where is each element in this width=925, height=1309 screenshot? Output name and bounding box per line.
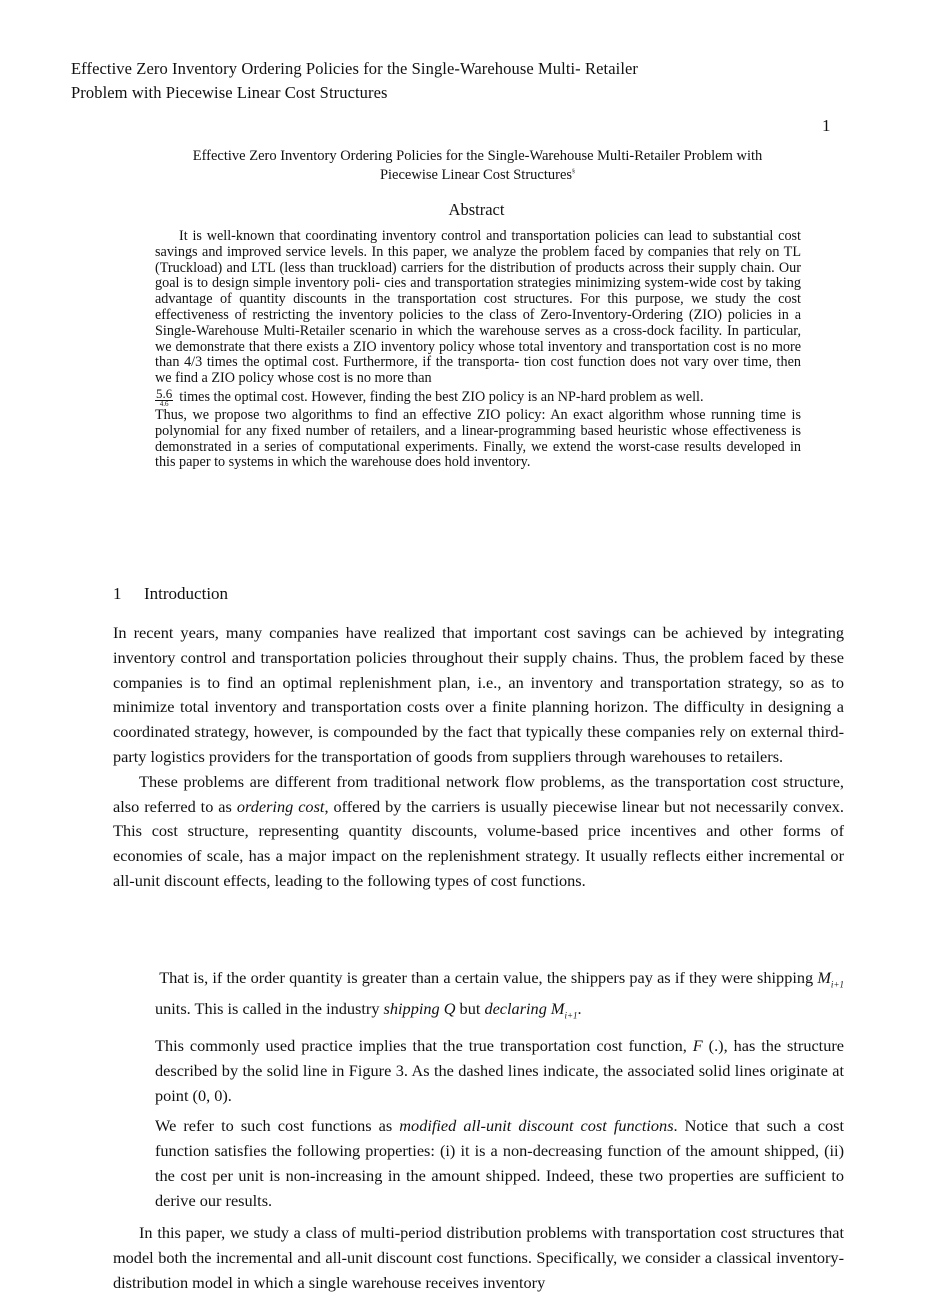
abstract-text-part-3: Thus, we propose two algorithms to find an effective ZIO policy: An exact algorithm whose running time is polynomial for any fixed number of retailers, and a linear-programming based heuristic whose effectiveness is demonstrated in a series of computational experiments. Finally, we extend the worst-case results developed in this paper to systems in which the warehouse does hold inventory. (155, 406, 801, 471)
intro-paragraph-1: In recent years, many companies have realized that important cost savings can be achieved by integrating inventory control and transportation policies throughout their supply chains. Thus, the problem faced by these companies is to find an optimal replenishment plan, i.e., an inventory and transportation strategy, so as to minimize total inventory and transportation costs over a finite planning horizon. The difficulty in designing a coordinated strategy, however, is compounded by the fact that typically these companies rely on external third-party logistics providers for the transportation of goods from suppliers through warehouses to retailers. (113, 623, 844, 766)
fraction-numerator: 5.6 (156, 385, 173, 401)
quote-2-text-b: (.), has the structure described by the solid line in Figure 3. As the dashed lines indicate, the associated solid lines originate at point (0, 0). (155, 1036, 844, 1105)
paper-title (125, 148, 830, 183)
quote-2-text-a: This commonly used practice implies that the true transportation cost function, (155, 1036, 687, 1056)
math-m-subscript: i+1 (830, 979, 844, 990)
quote-block (155, 966, 844, 1220)
math-m-symbol: M (817, 968, 831, 987)
running-head-line-1: Effective Zero Inventory Ordering Policies for the Single-Warehouse Multi- Retailer (71, 59, 639, 78)
fraction-denominator: 4.6 (159, 399, 169, 408)
abstract-heading: Abstract (448, 200, 505, 219)
section-number: 1 (113, 584, 122, 603)
paper-title-line-2-text: Piecewise Linear Cost Structures (379, 166, 573, 183)
running-head-line-2: Problem with Piecewise Linear Cost Structures (71, 83, 388, 102)
abstract-text-part-1: It is well-known that coordinating inventory control and transportation policies can lead to substantial cost savings and improved service levels. In this paper, we analyze the problem faced by companies that rely on TL (Truckload) and LTL (less than truckload) carriers for the distribution of products across their supply chain. Our goal is to design simple inventory poli- cies and transportation strategies minimizing system-wide cost by taking advantage of quantity discounts in the transportation cost structures. For this purpose, we study the cost effectiveness of restricting the inventory policies to the class of Zero-Inventory-Ordering (ZIO) policies in a Single-Warehouse Multi-Retailer scenario in which the warehouse serves as a cross-dock facility. In particular, we demonstrate that there exists a ZIO inventory policy whose total inventory and transportation cost is no more than 4/3 times the optimal cost. Furthermore, if the transporta- tion cost function does not vary over time, then we find a ZIO policy whose cost is no more than (155, 228, 801, 387)
intro-paragraph-2-text-a: These problems are different from traditional network flow problems, as the transportation cost structure, also referred to as (113, 771, 844, 816)
declaring-m-subscript: i+1 (564, 1010, 578, 1021)
section-heading (113, 584, 228, 604)
quote-3-text-b: . Notice that such a cost function satisfies the following properties: (i) it is a non-decreasing function of the amount shipped, (ii) the cost per unit is non-increasing in the amount shipped. Indeed, these two properties are sufficient to derive our results. (155, 1116, 844, 1210)
abstract-body (155, 229, 801, 471)
title-footnote-mark: § (572, 169, 576, 175)
quote-3-text-a: We refer to such cost functions as (155, 1116, 393, 1136)
math-m (817, 968, 844, 990)
shipping-q-term: shipping Q (383, 999, 456, 1019)
quote-1-text-a: That is, if the order quantity is greater than a certain value, the shippers pay as if they were shipping (159, 968, 814, 987)
section-title: Introduction (144, 584, 229, 603)
abstract-text-part-2: times the optimal cost. However, finding the best ZIO policy is an NP-hard problem as well. (179, 388, 704, 405)
math-f: F (692, 1036, 703, 1056)
abstract-fraction-line (155, 387, 875, 408)
intro-body (113, 621, 844, 894)
declaring-m-text: declaring M (484, 999, 565, 1019)
intro-paragraph-2-text-b: , offered by the carriers is usually piecewise linear but not necessarily convex. This cost structure, representing quantity discounts, volume-based price incentives and other forms of economies of scale, has a major impact on the replenishment strategy. It usually reflects either incremental or all-unit discount effects, leading to the following types of cost functions. (113, 796, 844, 890)
intro-paragraph-2 (113, 770, 844, 894)
quote-1-text-c: but (459, 999, 481, 1019)
paper-title-line-1: Effective Zero Inventory Ordering Policies for the Single-Warehouse Multi-Retailer Problem with (192, 148, 763, 164)
fraction (155, 387, 173, 408)
intro-paragraph-3: In this paper, we study a class of multi-period distribution problems with transportation cost structures that model both the incremental and all-unit discount cost functions. Specifically, we consider a classical inventory-distribution model in which a single warehouse receives inventory (113, 1223, 844, 1292)
paper-title-line-2 (125, 164, 830, 183)
running-head (71, 57, 791, 105)
declaring-m-term (484, 999, 578, 1021)
quote-paragraph-2 (155, 1034, 844, 1108)
modified-discount-term: modified all-unit discount cost functions (399, 1116, 674, 1136)
quote-1-period: . (577, 999, 582, 1019)
ordering-cost-term: ordering cost (236, 796, 325, 816)
intro-body-continued (113, 1221, 844, 1295)
quote-1-text-b: units. This is called in the industry (155, 999, 380, 1019)
quote-paragraph-1 (155, 966, 844, 1028)
quote-paragraph-3 (155, 1114, 844, 1213)
page-number: 1 (822, 116, 831, 135)
